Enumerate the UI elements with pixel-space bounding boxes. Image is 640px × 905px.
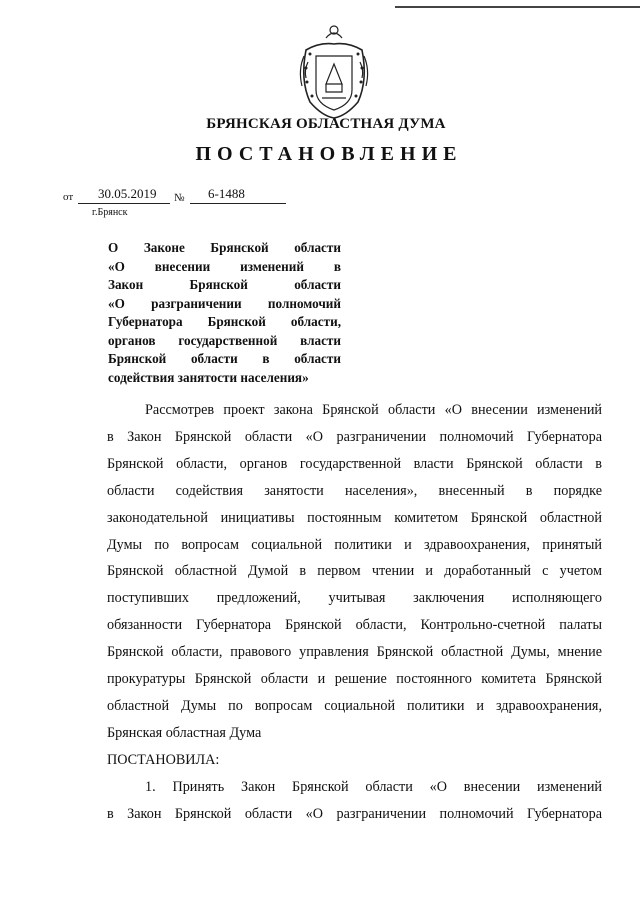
body-line: Думы по вопросам социальной политики и здравоохранения, принятый: [107, 536, 602, 553]
body-line: областной Думы по вопросам социальной политики и здравоохранения,: [107, 697, 602, 714]
top-scan-rule: [395, 6, 640, 8]
body-line: обязанности Губернатора Брянской области, Контрольно-счетной палаты: [107, 617, 602, 634]
body-line: Брянская областная Дума: [107, 724, 262, 741]
document-number: 6-1488: [208, 186, 245, 201]
title-line: «О внесении изменений в: [108, 258, 341, 274]
title-line: О Законе Брянской области: [108, 240, 341, 255]
title-line: Губернатора Брянской области,: [108, 314, 341, 329]
body-line: Рассмотрев проект закона Брянской области «О внесении изменений: [145, 402, 602, 418]
body-line: поступивших предложений, учитывая заключения исполняющего: [107, 590, 602, 607]
body-line: законодательной инициативы постоянным комитетом Брянской областной: [107, 509, 602, 526]
document-body: [107, 397, 602, 828]
body-line: прокуратуры Брянской области и решение постоянного комитета Брянской: [107, 671, 602, 688]
resolution-item-1: 1. Принять Закон Брянской области «О внесении изменений: [145, 778, 602, 795]
resolution-heading: ПОСТАНОВИЛА:: [107, 751, 220, 768]
organization-name: БРЯНСКАЯ ОБЛАСТНАЯ ДУМА: [206, 116, 446, 132]
city-name: г.Брянск: [92, 207, 128, 218]
title-line: Закон Брянской области: [108, 277, 341, 292]
body-line: области содействия занятости населения», внесенный в порядке: [107, 482, 602, 499]
date-label: от: [63, 191, 74, 203]
title-line: Брянской области в области: [108, 351, 341, 366]
date-underline: [78, 203, 170, 204]
document-date: 30.05.2019: [98, 186, 157, 201]
body-line: в Закон Брянской области «О разграничении полномочий Губернатора: [107, 805, 602, 822]
number-underline: [190, 203, 286, 204]
number-label: №: [174, 192, 185, 204]
document-title: [108, 239, 341, 387]
title-line: «О разграничении полномочий: [108, 295, 341, 311]
body-line: Брянской областной Думой в первом чтении и доработанный с учетом: [107, 563, 602, 580]
title-line: органов государственной власти: [108, 332, 341, 348]
body-line: в Закон Брянской области «О разграничении полномочий Губернатора: [107, 428, 602, 445]
body-line: Брянской области, правового управления Брянской областной Думы, мнение: [107, 644, 602, 661]
bryansk-coat-of-arms-emblem: [296, 20, 372, 120]
title-line: содействия занятости населения»: [108, 369, 309, 385]
body-line: Брянской области, органов государственной власти Брянской области в: [107, 455, 602, 472]
document-type-heading: ПОСТАНОВЛЕНИЕ: [195, 143, 463, 165]
